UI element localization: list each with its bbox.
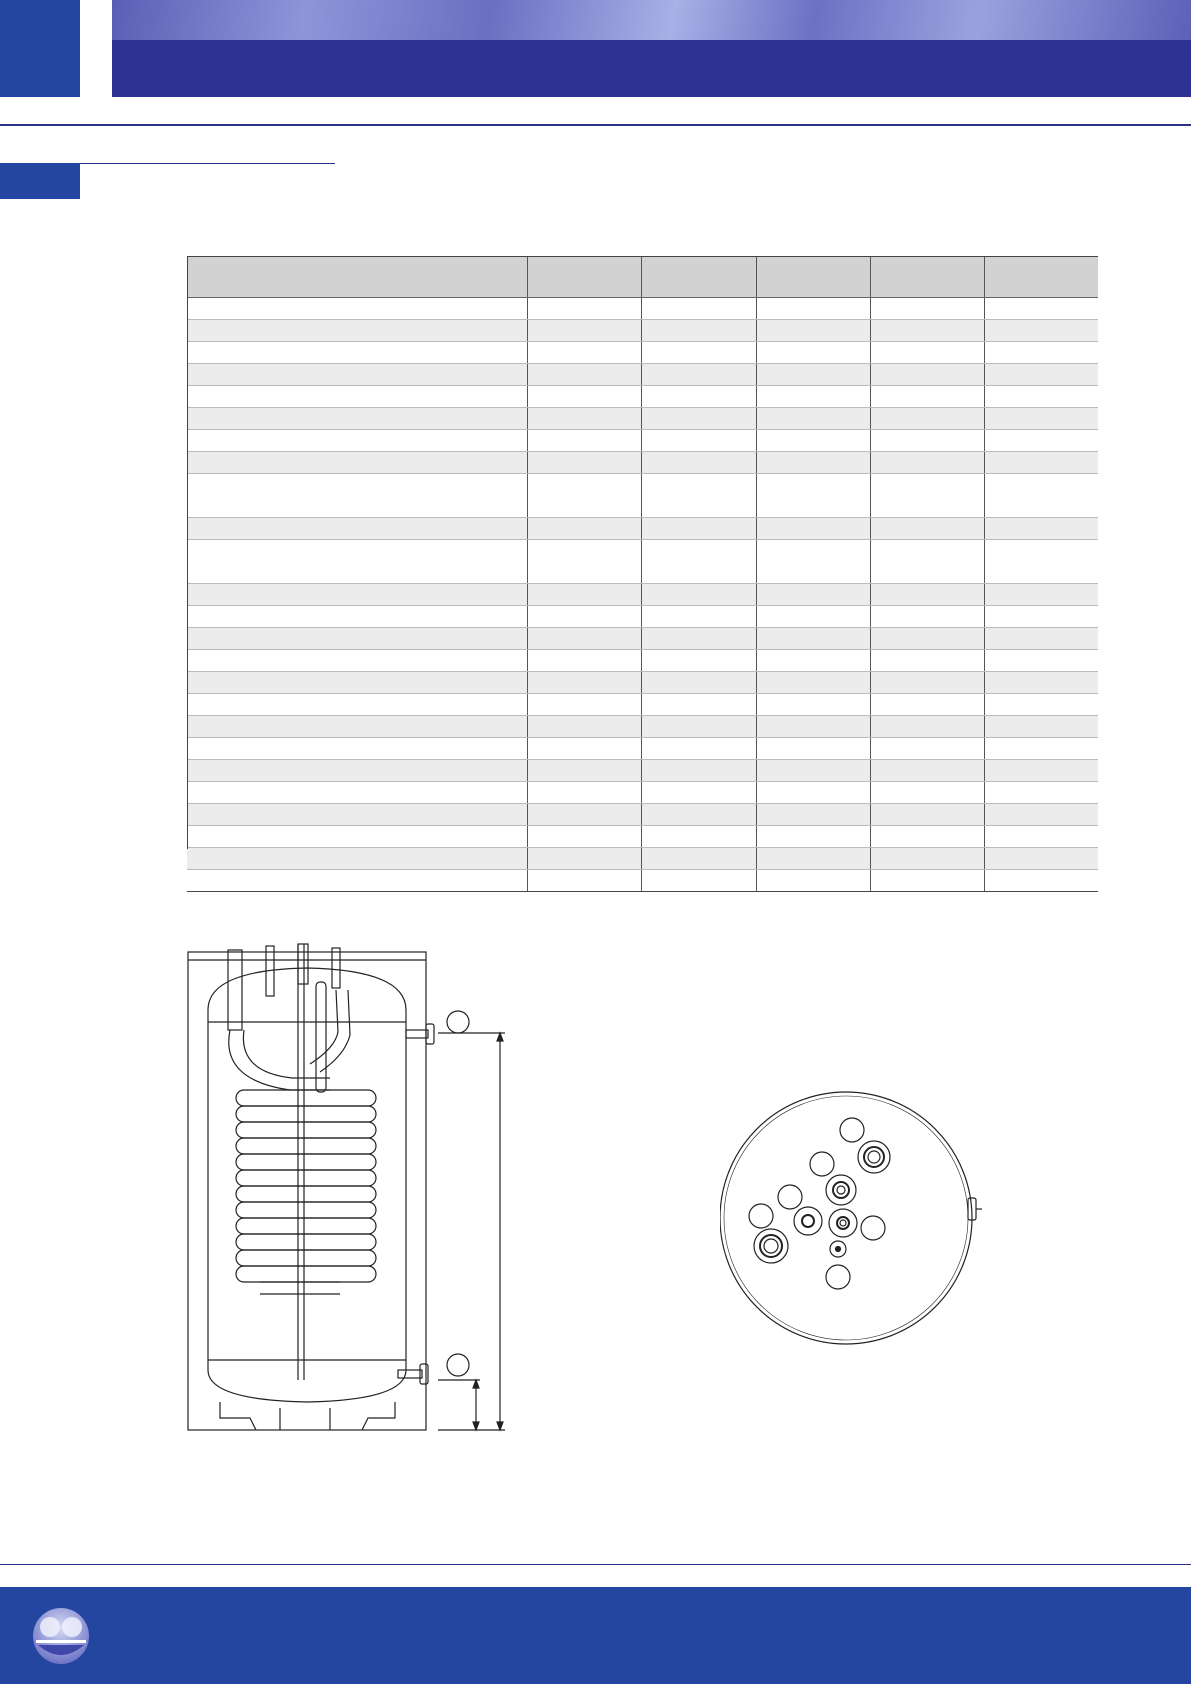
spec-table-cell: [756, 716, 870, 738]
spec-table-cell: [187, 760, 527, 782]
spec-table-cell: [187, 342, 527, 364]
spec-table-cell: [641, 518, 756, 540]
spec-table-cell: [527, 474, 641, 518]
spec-table-cell: [527, 870, 641, 892]
spec-table-header-cell: [756, 256, 870, 298]
connection-port: [829, 1209, 857, 1237]
spec-table-cell: [984, 540, 1098, 584]
spec-table-row: [187, 870, 1098, 892]
spec-table-cell: [984, 782, 1098, 804]
spec-table-cell: [527, 848, 641, 870]
spec-table-cell: [527, 364, 641, 386]
spec-table-row: [187, 694, 1098, 716]
spec-table-cell: [187, 364, 527, 386]
spec-table-cell: [984, 320, 1098, 342]
spec-table-cell: [870, 408, 984, 430]
spec-table-cell: [756, 540, 870, 584]
spec-table-cell: [870, 760, 984, 782]
spec-table-header-row: [187, 256, 1098, 298]
spec-table-cell: [641, 782, 756, 804]
reference-marker: [861, 1216, 885, 1240]
spec-table-cell: [527, 342, 641, 364]
spec-table-row: [187, 320, 1098, 342]
spec-table-cell: [984, 870, 1098, 892]
reference-marker: [778, 1185, 802, 1209]
spec-table-cell: [641, 628, 756, 650]
spec-table-cell: [870, 650, 984, 672]
spec-table-cell: [870, 738, 984, 760]
spec-table-cell: [527, 452, 641, 474]
spec-table-cell: [984, 364, 1098, 386]
spec-table-cell: [187, 716, 527, 738]
spec-table-row: [187, 848, 1098, 870]
spec-table-cell: [984, 628, 1098, 650]
spec-table-cell: [756, 430, 870, 452]
spec-table-cell: [870, 848, 984, 870]
spec-table-row: [187, 804, 1098, 826]
spec-table-row: [187, 606, 1098, 628]
spec-table-cell: [527, 738, 641, 760]
casing-outline: [188, 952, 426, 1430]
spec-table-cell: [870, 826, 984, 848]
spec-table-cell: [527, 408, 641, 430]
spec-table-cell: [984, 804, 1098, 826]
spec-table-cell: [870, 584, 984, 606]
spec-table-cell: [870, 452, 984, 474]
spec-table-cell: [641, 584, 756, 606]
spec-table-cell: [870, 342, 984, 364]
spec-table-header-cell: [187, 256, 527, 298]
spec-table-cell: [187, 298, 527, 320]
spec-table-cell: [756, 848, 870, 870]
reference-marker: [447, 1011, 469, 1033]
header-gap: [80, 0, 112, 97]
spec-table-cell: [641, 760, 756, 782]
spec-table-cell: [984, 716, 1098, 738]
spec-table-cell: [641, 848, 756, 870]
tank-outline: [208, 968, 406, 1402]
spec-table-cell: [187, 452, 527, 474]
spec-table-cell: [984, 606, 1098, 628]
spec-table-row: [187, 452, 1098, 474]
spec-table-cell: [527, 694, 641, 716]
connection-port: [858, 1141, 890, 1173]
spec-table-cell: [187, 628, 527, 650]
connection-port: [794, 1207, 822, 1235]
spec-table-cell: [187, 386, 527, 408]
spec-table-cell: [984, 518, 1098, 540]
spec-table-cell: [527, 826, 641, 848]
spec-table-cell: [527, 430, 641, 452]
spec-table-row: [187, 386, 1098, 408]
spec-table-cell: [756, 672, 870, 694]
spec-table-cell: [641, 540, 756, 584]
spec-table-cell: [984, 342, 1098, 364]
spec-table-cell: [187, 870, 527, 892]
spec-table-cell: [984, 452, 1098, 474]
spec-table-cell: [527, 518, 641, 540]
spec-table-cell: [527, 540, 641, 584]
spec-table-cell: [870, 518, 984, 540]
spec-table-cell: [984, 386, 1098, 408]
spec-table-cell: [641, 298, 756, 320]
spec-table-cell: [641, 320, 756, 342]
spec-table-cell: [756, 694, 870, 716]
spec-table-row: [187, 584, 1098, 606]
spec-table-header-cell: [984, 256, 1098, 298]
spec-table-cell: [756, 760, 870, 782]
spec-table-cell: [187, 430, 527, 452]
reference-marker: [840, 1118, 864, 1142]
spec-table-row: [187, 738, 1098, 760]
spec-table-cell: [641, 804, 756, 826]
spec-table-cell: [527, 760, 641, 782]
spec-table-cell: [756, 408, 870, 430]
reference-marker: [810, 1152, 834, 1176]
spec-table-cell: [756, 826, 870, 848]
spec-table-cell: [984, 826, 1098, 848]
spec-table-row: [187, 672, 1098, 694]
spec-table-cell: [187, 408, 527, 430]
spec-table-cell: [187, 320, 527, 342]
spec-table-cell: [984, 430, 1098, 452]
spec-table-cell: [870, 782, 984, 804]
spec-table-row: [187, 518, 1098, 540]
spec-table-cell: [641, 606, 756, 628]
spec-table-cell: [527, 298, 641, 320]
spec-table-cell: [756, 804, 870, 826]
spec-table-cell: [984, 408, 1098, 430]
spec-table-cell: [870, 628, 984, 650]
spec-table-cell: [870, 804, 984, 826]
spec-table-cell: [641, 716, 756, 738]
spec-table-cell: [187, 804, 527, 826]
spec-table-cell: [187, 738, 527, 760]
spec-table-cell: [187, 826, 527, 848]
spec-table-cell: [870, 474, 984, 518]
heat-exchanger-coil: [236, 1090, 376, 1294]
spec-table-cell: [641, 430, 756, 452]
spec-table-cell: [756, 474, 870, 518]
spec-table-cell: [756, 320, 870, 342]
spec-table-cell: [187, 606, 527, 628]
spec-table-header-cell: [641, 256, 756, 298]
spec-table-cell: [870, 672, 984, 694]
spec-table-cell: [870, 320, 984, 342]
spec-table-cell: [527, 650, 641, 672]
spec-table-cell: [756, 738, 870, 760]
reference-marker: [749, 1204, 773, 1228]
spec-table-cell: [527, 628, 641, 650]
spec-table-cell: [187, 584, 527, 606]
spec-table-cell: [756, 782, 870, 804]
water-heater-top-view-drawing: [720, 1090, 990, 1350]
spec-table-cell: [187, 540, 527, 584]
spec-table-cell: [187, 848, 527, 870]
spec-table-cell: [870, 694, 984, 716]
spec-table-cell: [641, 342, 756, 364]
spec-table-cell: [641, 738, 756, 760]
spec-table-cell: [527, 320, 641, 342]
spec-table-cell: [187, 672, 527, 694]
spec-table-cell: [984, 848, 1098, 870]
spec-table-cell: [756, 650, 870, 672]
spec-table-row: [187, 628, 1098, 650]
reference-marker: [447, 1354, 469, 1376]
spec-table-row: [187, 342, 1098, 364]
spec-table-cell: [641, 826, 756, 848]
spec-table-cell: [870, 430, 984, 452]
spec-table-cell: [187, 782, 527, 804]
spec-table-cell: [984, 298, 1098, 320]
spec-table-cell: [984, 760, 1098, 782]
spec-table-cell: [756, 628, 870, 650]
spec-table-row: [187, 408, 1098, 430]
spec-table-cell: [527, 716, 641, 738]
spec-table-cell: [641, 408, 756, 430]
spec-table-cell: [984, 694, 1098, 716]
spec-table-header-cell: [527, 256, 641, 298]
spec-table-cell: [527, 782, 641, 804]
footer-rule: [0, 1564, 1191, 1565]
spec-table-body: [187, 298, 1098, 892]
spec-table-row: [187, 430, 1098, 452]
spec-table-row: [187, 364, 1098, 386]
section-marker: [0, 163, 80, 199]
footer-band: [0, 1587, 1191, 1684]
spec-table-row: [187, 540, 1098, 584]
spec-table-cell: [641, 452, 756, 474]
spec-table-cell: [641, 386, 756, 408]
spec-table-cell: [756, 870, 870, 892]
spec-table-cell: [527, 386, 641, 408]
spec-table-cell: [984, 584, 1098, 606]
spec-table-cell: [756, 342, 870, 364]
spec-table-row: [187, 826, 1098, 848]
spec-table-cell: [756, 584, 870, 606]
spec-table-row: [187, 474, 1098, 518]
spec-table-cell: [641, 474, 756, 518]
spec-table-cell: [527, 606, 641, 628]
reference-marker: [826, 1265, 850, 1289]
spec-table-cell: [527, 672, 641, 694]
spec-table-cell: [756, 452, 870, 474]
spec-table-cell: [641, 870, 756, 892]
connection-port: [826, 1175, 856, 1205]
spec-table-header-cell: [870, 256, 984, 298]
spec-table-row: [187, 760, 1098, 782]
section-title-rule: [80, 163, 335, 164]
spec-table-row: [187, 650, 1098, 672]
spec-table-cell: [984, 738, 1098, 760]
spec-table-cell: [756, 298, 870, 320]
spec-table-cell: [870, 606, 984, 628]
spec-table-row: [187, 716, 1098, 738]
spec-table-cell: [756, 364, 870, 386]
header-brand-block: [0, 0, 80, 97]
spec-table-cell: [187, 650, 527, 672]
spec-table-cell: [984, 650, 1098, 672]
water-heater-front-view-drawing: [180, 940, 520, 1440]
spec-table-cell: [641, 672, 756, 694]
header-rule: [0, 124, 1191, 126]
spec-table-cell: [641, 694, 756, 716]
spec-table-cell: [641, 650, 756, 672]
spec-table-cell: [870, 870, 984, 892]
spec-table-cell: [187, 518, 527, 540]
spec-table-cell: [870, 540, 984, 584]
spec-table-row: [187, 298, 1098, 320]
spec-table-cell: [641, 364, 756, 386]
spec-table-cell: [870, 298, 984, 320]
spec-table-cell: [756, 386, 870, 408]
spec-table-cell: [187, 694, 527, 716]
spec-table-row: [187, 782, 1098, 804]
spec-table-cell: [527, 584, 641, 606]
spec-table-cell: [756, 606, 870, 628]
spec-table-cell: [527, 804, 641, 826]
spec-table-cell: [870, 386, 984, 408]
spec-table-cell: [870, 364, 984, 386]
spec-table: [187, 256, 1098, 892]
header-band: [112, 40, 1191, 97]
spec-table-cell: [984, 474, 1098, 518]
spec-table-cell: [756, 518, 870, 540]
spec-table-cell: [984, 672, 1098, 694]
spec-table-cell: [187, 474, 527, 518]
brand-logo-icon: [32, 1607, 90, 1665]
spec-table-cell: [870, 716, 984, 738]
header-gradient-strip: [112, 0, 1191, 40]
